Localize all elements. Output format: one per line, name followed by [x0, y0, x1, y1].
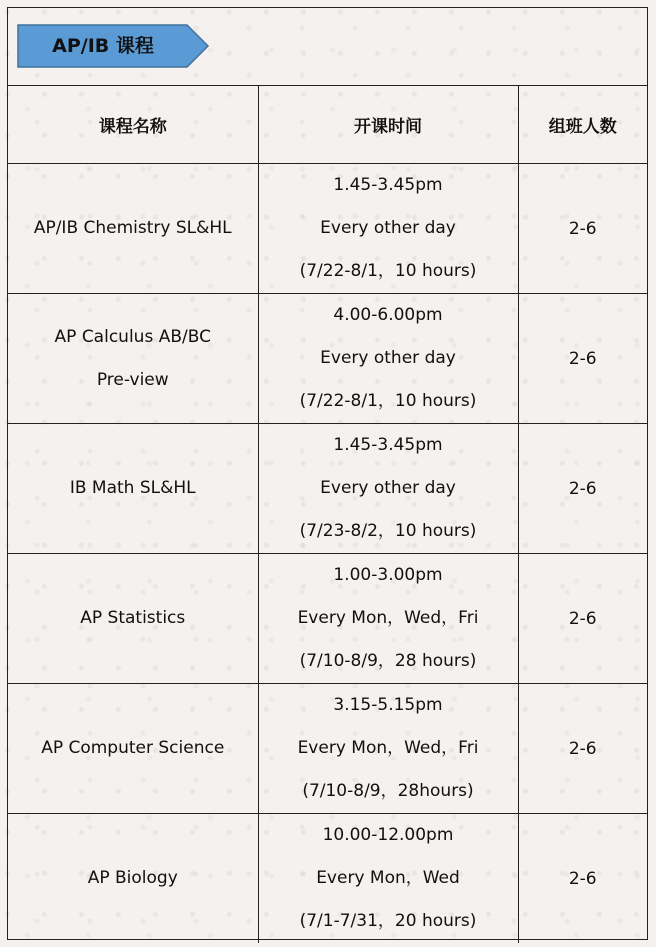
course-name-cell — [8, 294, 258, 424]
course-time: 1.45-3.45pm — [333, 175, 443, 195]
course-name-cell — [8, 814, 258, 944]
course-time: 1.00-3.00pm — [333, 565, 443, 585]
course-frequency: Every Mon，Wed，Fri — [297, 608, 479, 628]
table-row — [8, 684, 647, 814]
table-row — [8, 814, 647, 944]
course-frequency: Every Mon，Wed，Fri — [297, 738, 479, 758]
header-course-name: 课程名称 — [8, 85, 258, 164]
page-title: AP/IB 课程 — [52, 35, 154, 57]
course-name: AP/IB Chemistry SL&HL — [33, 218, 232, 238]
course-name-cell — [8, 554, 258, 684]
class-size-cell: 2-6 — [518, 424, 647, 554]
course-time-cell — [258, 814, 518, 944]
table-row — [8, 554, 647, 684]
course-frequency: Every other day — [320, 478, 456, 498]
class-size-cell: 2-6 — [518, 164, 647, 294]
course-time: 1.45-3.45pm — [333, 435, 443, 455]
course-time-cell — [258, 164, 518, 294]
course-date-range: (7/10-8/9，28 hours) — [299, 651, 477, 671]
class-size-cell: 2-6 — [518, 814, 647, 944]
table-row — [8, 294, 647, 424]
course-date-range: (7/23-8/2，10 hours) — [299, 521, 477, 541]
course-name: AP Calculus AB/BC — [54, 326, 211, 347]
course-frequency: Every other day — [320, 348, 456, 368]
course-time-cell — [258, 554, 518, 684]
table-header-row — [8, 85, 647, 164]
title-row — [8, 8, 647, 86]
course-name-subtitle: Pre-view — [96, 369, 169, 390]
course-date-range: (7/10-8/9，28hours) — [302, 781, 474, 801]
course-date-range: (7/22-8/1，10 hours) — [299, 391, 477, 411]
course-name: IB Math SL&HL — [69, 478, 196, 498]
title-banner — [17, 24, 210, 68]
course-time: 3.15-5.15pm — [333, 695, 443, 715]
course-name-cell — [8, 424, 258, 554]
course-time-cell — [258, 424, 518, 554]
class-size-cell: 2-6 — [518, 554, 647, 684]
course-name: AP Statistics — [80, 608, 186, 628]
course-date-range: (7/1-7/31，20 hours) — [299, 911, 477, 931]
table-row — [8, 164, 647, 294]
class-size-cell: 2-6 — [518, 294, 647, 424]
table-row — [8, 424, 647, 554]
course-time: 10.00-12.00pm — [322, 825, 454, 845]
course-time: 4.00-6.00pm — [333, 305, 443, 325]
header-class-size: 组班人数 — [518, 85, 647, 164]
course-name-cell — [8, 684, 258, 814]
course-frequency: Every Mon，Wed — [316, 868, 460, 888]
course-time-cell — [258, 684, 518, 814]
course-name: AP Biology — [87, 868, 178, 888]
course-table — [8, 85, 647, 943]
class-size-cell: 2-6 — [518, 684, 647, 814]
course-table-frame — [7, 7, 648, 940]
course-time-cell — [258, 294, 518, 424]
course-name-cell — [8, 164, 258, 294]
course-date-range: (7/22-8/1，10 hours) — [299, 261, 477, 281]
course-frequency: Every other day — [320, 218, 456, 238]
header-start-time: 开课时间 — [258, 85, 518, 164]
course-name: AP Computer Science — [41, 738, 225, 758]
